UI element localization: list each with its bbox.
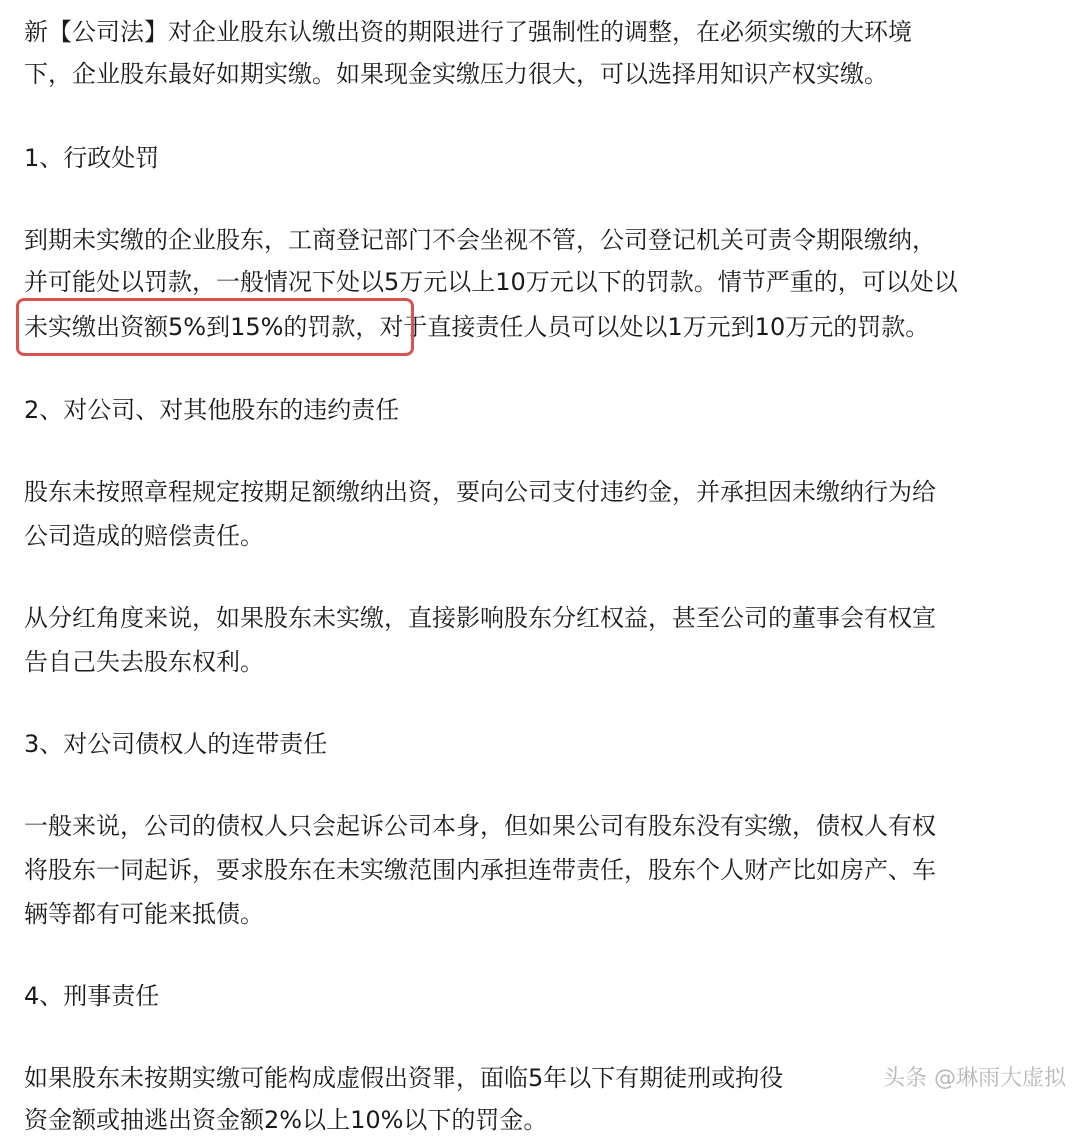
section3-line-3: 辆等都有可能来抵债。 xyxy=(24,900,264,928)
section3-line-2: 将股东一同起诉，要求股东在未实缴范围内承担连带责任，股东个人财产比如房产、车 xyxy=(24,856,936,884)
section-heading-administrative-penalty: 1、行政处罚 xyxy=(24,144,160,172)
section2-para1-line-2: 公司造成的赔偿责任。 xyxy=(24,522,264,550)
intro-line-2: 下，企业股东最好如期实缴。如果现金实缴压力很大，可以选择用知识产权实缴。 xyxy=(24,60,888,88)
section2-para2-line-2: 告自己失去股东权利。 xyxy=(24,648,264,676)
section-heading-joint-liability: 3、对公司债权人的连带责任 xyxy=(24,730,328,758)
section-heading-breach-liability: 2、对公司、对其他股东的违约责任 xyxy=(24,396,400,424)
section3-line-1: 一般来说，公司的债权人只会起诉公司本身，但如果公司有股东没有实缴，债权人有权 xyxy=(24,812,936,840)
section2-para2-line-1: 从分红角度来说，如果股东未实缴，直接影响股东分红权益，甚至公司的董事会有权宣 xyxy=(24,604,936,632)
section1-line-1: 到期未实缴的企业股东，工商登记部门不会坐视不管，公司登记机关可责令期限缴纳， xyxy=(24,226,936,254)
section1-line-2: 并可能处以罚款，一般情况下处以5万元以上10万元以下的罚款。情节严重的，可以处以 xyxy=(24,268,958,296)
section2-para1-line-1: 股东未按照章程规定按期足额缴纳出资，要向公司支付违约金，并承担因未缴纳行为给 xyxy=(24,478,936,506)
section4-line-2: 资金额或抽逃出资金额2%以上10%以下的罚金。 xyxy=(24,1106,548,1134)
section1-line-3: 未实缴出资额5%到15%的罚款，对于直接责任人员可以处以1万元到10万元的罚款。 xyxy=(24,313,930,341)
section-heading-criminal-liability: 4、刑事责任 xyxy=(24,982,160,1010)
watermark: 头条 @琳雨大虚拟 xyxy=(883,1066,1066,1091)
section4-line-1: 如果股东未按期实缴可能构成虚假出资罪，面临5年以下有期徒刑或拘役 xyxy=(24,1064,784,1092)
intro-line-1: 新【公司法】对企业股东认缴出资的期限进行了强制性的调整，在必须实缴的大环境 xyxy=(24,18,912,46)
